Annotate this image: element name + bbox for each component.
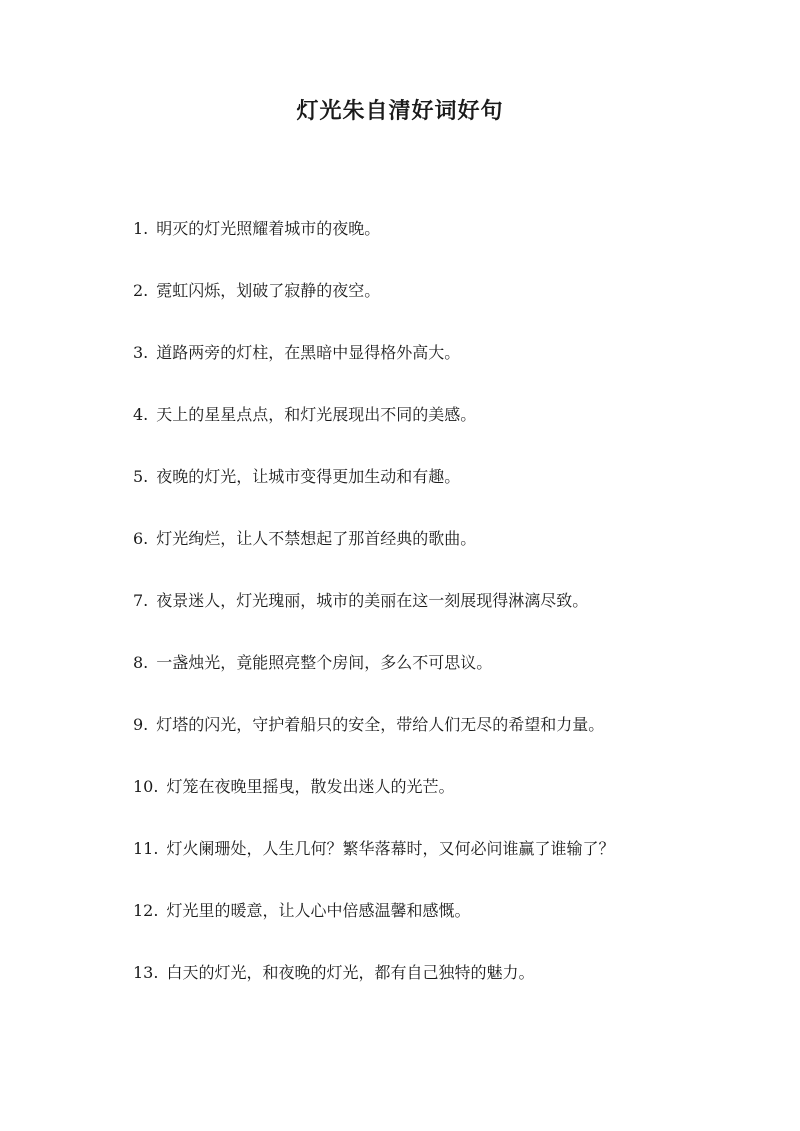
item-number: 7. <box>133 591 149 610</box>
list-item <box>133 586 733 648</box>
item-number: 12. <box>133 901 159 920</box>
list-item <box>133 524 733 586</box>
item-text: 夜景迷人，灯光瑰丽，城市的美丽在这一刻展现得淋漓尽致。 <box>156 591 589 610</box>
item-number: 3. <box>133 343 149 362</box>
item-text: 天上的星星点点，和灯光展现出不同的美感。 <box>156 405 477 424</box>
list-item <box>133 710 733 772</box>
item-text: 灯光绚烂，让人不禁想起了那首经典的歌曲。 <box>156 529 477 548</box>
item-number: 9. <box>133 715 149 734</box>
list-item <box>133 462 733 524</box>
list-item <box>133 772 733 834</box>
list-item <box>133 338 733 400</box>
list-item <box>133 896 733 958</box>
item-number: 1. <box>133 219 149 238</box>
item-text: 霓虹闪烁，划破了寂静的夜空。 <box>156 281 381 300</box>
item-number: 2. <box>133 281 149 300</box>
item-text: 灯塔的闪光，守护着船只的安全，带给人们无尽的希望和力量。 <box>156 715 605 734</box>
item-text: 灯火阑珊处，人生几何？繁华落幕时，又何必问谁赢了谁输了？ <box>166 839 615 858</box>
item-number: 8. <box>133 653 149 672</box>
item-text: 灯光里的暖意，让人心中倍感温馨和感慨。 <box>166 901 471 920</box>
list-item <box>133 276 733 338</box>
list-item <box>133 400 733 462</box>
item-text: 白天的灯光，和夜晚的灯光，都有自己独特的魅力。 <box>166 963 535 982</box>
item-number: 4. <box>133 405 149 424</box>
sentence-list <box>133 214 733 1020</box>
item-number: 6. <box>133 529 149 548</box>
item-text: 夜晚的灯光，让城市变得更加生动和有趣。 <box>156 467 461 486</box>
item-number: 13. <box>133 963 159 982</box>
item-text: 明灭的灯光照耀着城市的夜晚。 <box>156 219 381 238</box>
list-item <box>133 958 733 1020</box>
item-text: 灯笼在夜晚里摇曳，散发出迷人的光芒。 <box>166 777 455 796</box>
list-item <box>133 834 733 896</box>
item-text: 道路两旁的灯柱，在黑暗中显得格外高大。 <box>156 343 461 362</box>
item-text: 一盏烛光，竟能照亮整个房间，多么不可思议。 <box>156 653 493 672</box>
list-item <box>133 648 733 710</box>
list-item <box>133 214 733 276</box>
item-number: 10. <box>133 777 159 796</box>
item-number: 5. <box>133 467 149 486</box>
item-number: 11. <box>133 839 159 858</box>
page-title: 灯光朱自清好词好句 <box>296 98 504 124</box>
